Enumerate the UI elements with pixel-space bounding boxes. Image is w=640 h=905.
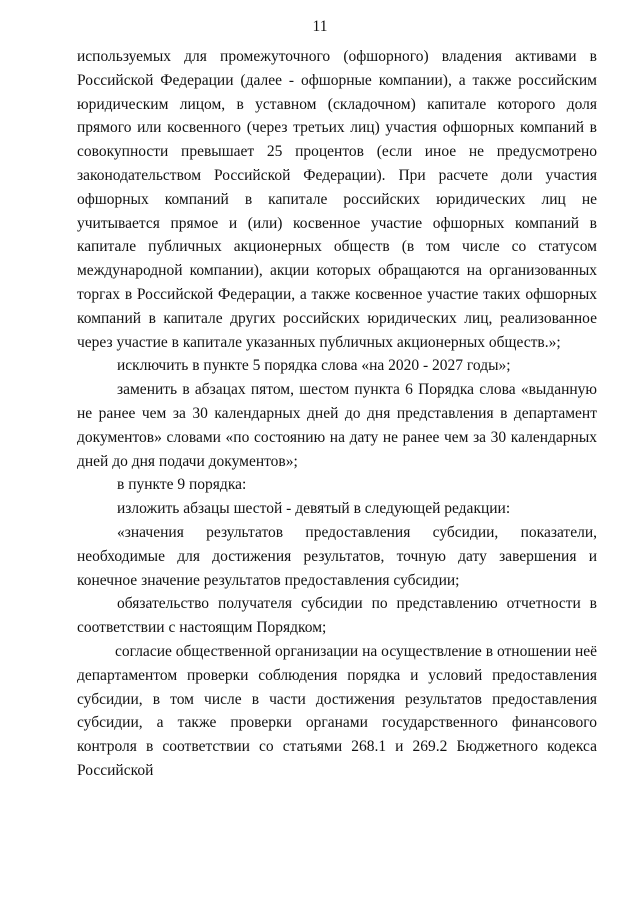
paragraph-exclude-item-5: исключить в пункте 5 порядка слова «на 2020 - 2027 годы»;	[117, 357, 511, 375]
document-body	[77, 45, 597, 783]
paragraph-audit-consent: согласие общественной организации на осуществление в отношении неё департаментом проверки соблюдения порядка и условий предоставления субсидии, в том числе в части достижения результатов предоставления субсидии, а также проверки органами государственного финансового контроля в соответствии со статьями 268.1 и 269.2 Бюджетного кодекса Российской	[77, 642, 597, 779]
paragraph-result-values: «значения результатов предоставления субсидии, показатели, необходимые для достижения результатов, точную дату завершения и конечное значение результатов предоставления субсидии;	[77, 523, 597, 589]
paragraph-restate-paragraphs: изложить абзацы шестой - девятый в следующей редакции:	[117, 500, 511, 518]
page-number: 11	[312, 18, 328, 35]
paragraph-replace-item-6: заменить в абзацах пятом, шестом пункта 6 Порядка слова «выданную не ранее чем за 30 календарных дней до дня представления в департамент документов» словами «по состоянию на дату не ранее чем за 30 календарных дней до дня подачи документов»;	[77, 381, 597, 470]
paragraph-item-9-heading: в пункте 9 порядка:	[117, 476, 247, 494]
paragraph-offshore-definition: используемых для промежуточного (офшорного) владения активами в Российской Федерации (далее - офшорные компании), а также российским юридическим лицом, в уставном (складочном) капитале которого доля прямого или косвенного (через третьих лиц) участия офшорных компаний в совокупности превышает 25 процентов (если иное не предусмотрено законодательством Российской Федерации). При расчете доли участия офшорных компаний в капитале российских юридических лиц не учитывается прямое и (или) косвенное участие офшорных компаний в капитале публичных акционерных обществ (в том числе со статусом международной компании), акции которых обращаются на организованных торгах в Российской Федерации, а также косвенное участие таких офшорных компаний в капитале других российских юридических лиц, реализованное через участие в капитале указанных публичных акционерных обществ.»;	[77, 48, 597, 351]
paragraph-reporting-obligation: обязательство получателя субсидии по представлению отчетности в соответствии с настоящим Порядком;	[77, 595, 597, 637]
